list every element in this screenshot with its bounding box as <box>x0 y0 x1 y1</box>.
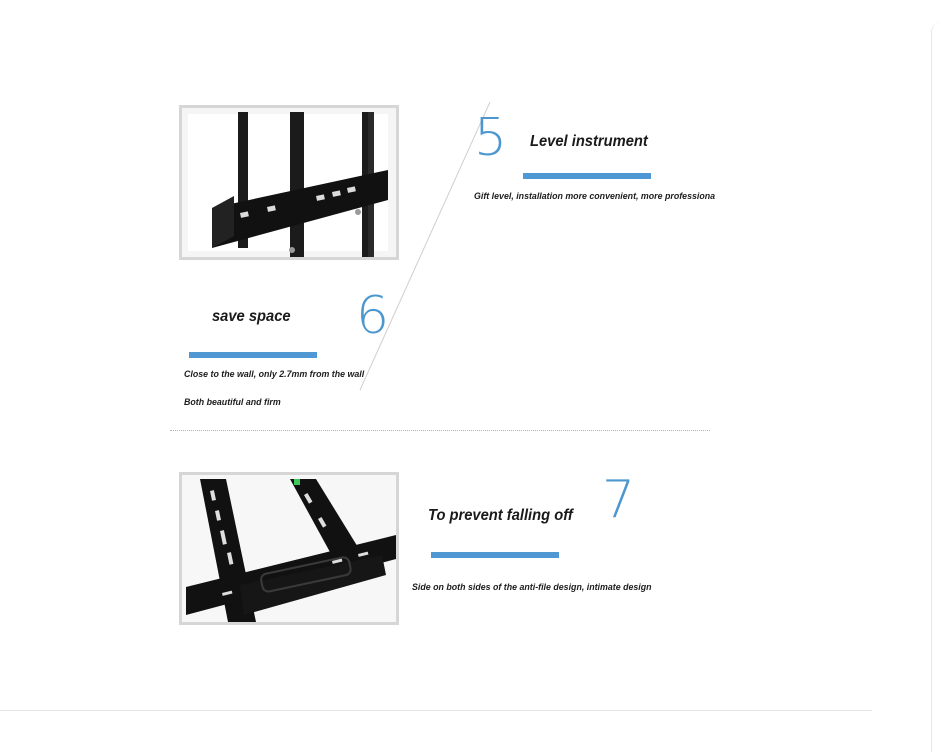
section-5-line-1: Gift level, installation more convenient, more professiona <box>474 191 716 202</box>
section-6-accent-bar <box>189 352 317 358</box>
right-panel-edge <box>931 22 941 752</box>
dotted-separator <box>170 430 710 431</box>
section-7-line-1: Side on both sides of the anti-file design, intimate design <box>412 582 652 593</box>
section-6-line-1: Close to the wall, only 2.7mm from the wall <box>184 369 365 380</box>
section-6-line-2: Both beautiful and firm <box>184 397 281 408</box>
section-7-accent-bar <box>431 552 559 558</box>
section-5-number: 5 <box>474 108 508 168</box>
section-7-number: 7 <box>602 470 636 530</box>
section-6-title: save space <box>212 308 291 325</box>
bracket-photo-2 <box>179 472 399 625</box>
section-7-title: To prevent falling off <box>428 507 573 524</box>
section-5-accent-bar <box>523 173 651 179</box>
bottom-divider <box>0 710 872 711</box>
section-6-number: 6 <box>356 286 390 346</box>
section-5-title: Level instrument <box>530 133 648 150</box>
bracket-illustration-2 <box>182 475 396 622</box>
